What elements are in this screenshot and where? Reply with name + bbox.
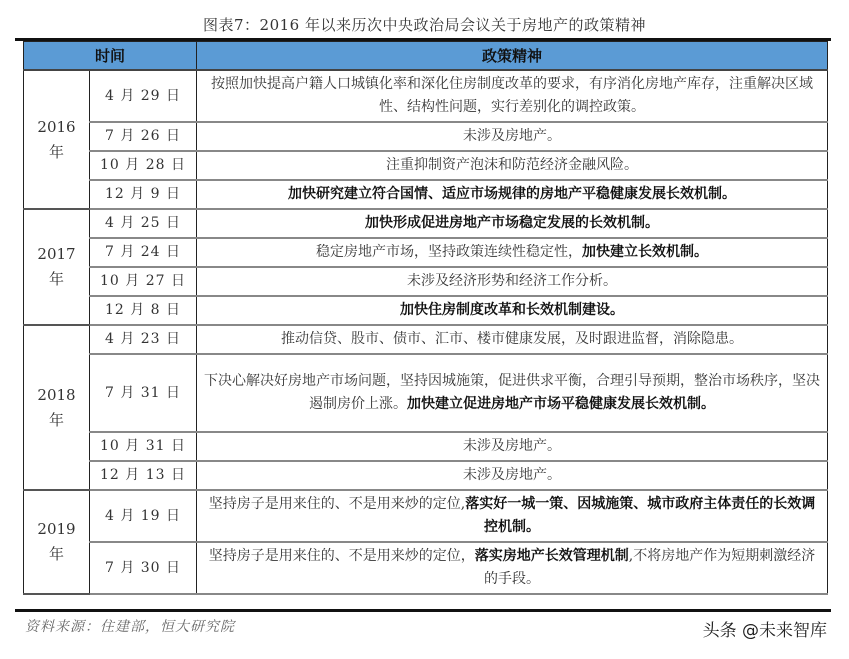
policy-cell <box>197 296 828 325</box>
policy-text-bold: 加快住房制度改革和长效机制建设。 <box>400 302 625 318</box>
policy-table <box>23 41 828 595</box>
date-cell: 10 月 28 日 <box>90 151 197 180</box>
policy-text: 坚持房子是用来住的、不是用来炒的定位， <box>208 548 475 564</box>
policy-cell <box>197 238 828 267</box>
date-cell: 10 月 31 日 <box>90 432 197 461</box>
table-row <box>24 238 828 267</box>
policy-text: 注重抑制资产泡沫和防范经济金融风险。 <box>386 157 639 173</box>
year-suffix: 年 <box>48 545 64 563</box>
year-cell <box>24 490 90 594</box>
table-row <box>24 296 828 325</box>
table-row <box>24 209 828 238</box>
date-cell: 10 月 27 日 <box>90 267 197 296</box>
source-note: 资料来源：住建部，恒大研究院 <box>25 619 235 635</box>
policy-text-bold: 加快形成促进房地产市场稳定发展的长效机制。 <box>365 215 660 231</box>
policy-cell <box>197 122 828 151</box>
policy-text-bold: 加快建立促进房地产市场平稳健康发展长效机制。 <box>407 396 716 412</box>
policy-cell <box>197 461 828 490</box>
year-number: 2018 <box>37 385 76 404</box>
year-suffix: 年 <box>48 410 64 429</box>
policy-text: 未涉及房地产。 <box>463 438 562 454</box>
policy-cell <box>197 151 828 180</box>
year-number: 2019 <box>37 520 76 538</box>
policy-text: 推动信贷、股市、债市、汇市、楼市健康发展，及时跟进监督，消除隐患。 <box>281 331 744 347</box>
date-cell: 4 月 25 日 <box>90 209 197 238</box>
table-title: 图表7：2016 年以来历次中央政治局会议关于房地产的政策精神 <box>203 16 646 34</box>
date-cell: 12 月 13 日 <box>90 461 197 490</box>
policy-cell <box>197 70 828 122</box>
table-row <box>24 461 828 490</box>
policy-cell <box>197 209 828 238</box>
table-row <box>24 180 828 209</box>
policy-text: 未涉及经济形势和经济工作分析。 <box>407 273 618 289</box>
policy-cell <box>197 325 828 354</box>
table-row <box>24 542 828 594</box>
table-row <box>24 432 828 461</box>
table-row <box>24 70 828 122</box>
header-policy: 政策精神 <box>197 42 828 71</box>
policy-text: 按照加快提高户籍人口城镇化率和深化住房制度改革的要求，有序消化房地产库存，注重解决区域性、结构性问题，实行差别化的调控政策。 <box>211 76 814 115</box>
policy-text-bold: 落实房地产长效管理机制 <box>474 548 629 564</box>
date-cell: 7 月 31 日 <box>90 354 197 432</box>
policy-cell <box>197 267 828 296</box>
header-time: 时间 <box>24 42 197 71</box>
date-cell: 7 月 26 日 <box>90 122 197 151</box>
table-row <box>24 151 828 180</box>
table-row <box>24 122 828 151</box>
policy-cell <box>197 180 828 209</box>
table-row <box>24 490 828 542</box>
date-cell: 12 月 9 日 <box>90 180 197 209</box>
watermark: 头条 @未来智库 <box>702 621 827 641</box>
policy-text: 下决心解决好房地产市场问题，坚持因城施策，促进供求平衡，合理引导预期，整治市场秩序，坚决遏制房价上涨。 <box>204 373 821 412</box>
year-cell <box>24 325 90 490</box>
policy-text-bold: 加快研究建立符合国情、适应市场规律的房地产平稳健康发展长效机制。 <box>288 186 737 202</box>
date-cell: 7 月 24 日 <box>90 238 197 267</box>
year-cell <box>24 209 90 325</box>
table-row <box>24 267 828 296</box>
table-header-row <box>24 42 828 71</box>
policy-text-bold: 加快建立长效机制。 <box>582 244 709 260</box>
year-cell <box>24 70 90 209</box>
date-cell: 4 月 19 日 <box>90 490 197 542</box>
policy-cell <box>197 432 828 461</box>
bottom-rule <box>15 609 831 612</box>
policy-text: ,不将房地产作为短期刺激经济的手段。 <box>484 548 816 587</box>
policy-cell <box>197 542 828 594</box>
policy-text: 未涉及房地产。 <box>463 128 562 144</box>
policy-text: 坚持房子是用来住的、不是用来炒的定位, <box>208 496 466 512</box>
date-cell: 7 月 30 日 <box>90 542 197 594</box>
year-number: 2016 <box>37 117 76 136</box>
date-cell: 12 月 8 日 <box>90 296 197 325</box>
policy-cell <box>197 490 828 542</box>
date-cell: 4 月 23 日 <box>90 325 197 354</box>
year-number: 2017 <box>37 245 76 263</box>
date-cell: 4 月 29 日 <box>90 70 197 122</box>
policy-text-bold: 落实好一城一策、因城施策、城市政府主体责任的长效调控机制。 <box>465 496 816 535</box>
year-suffix: 年 <box>48 270 64 288</box>
policy-cell <box>197 354 828 432</box>
policy-text: 稳定房地产市场，坚持政策连续性稳定性， <box>316 244 583 260</box>
table-row <box>24 354 828 432</box>
policy-text: 未涉及房地产。 <box>463 467 562 483</box>
year-suffix: 年 <box>48 142 64 161</box>
table-row <box>24 325 828 354</box>
